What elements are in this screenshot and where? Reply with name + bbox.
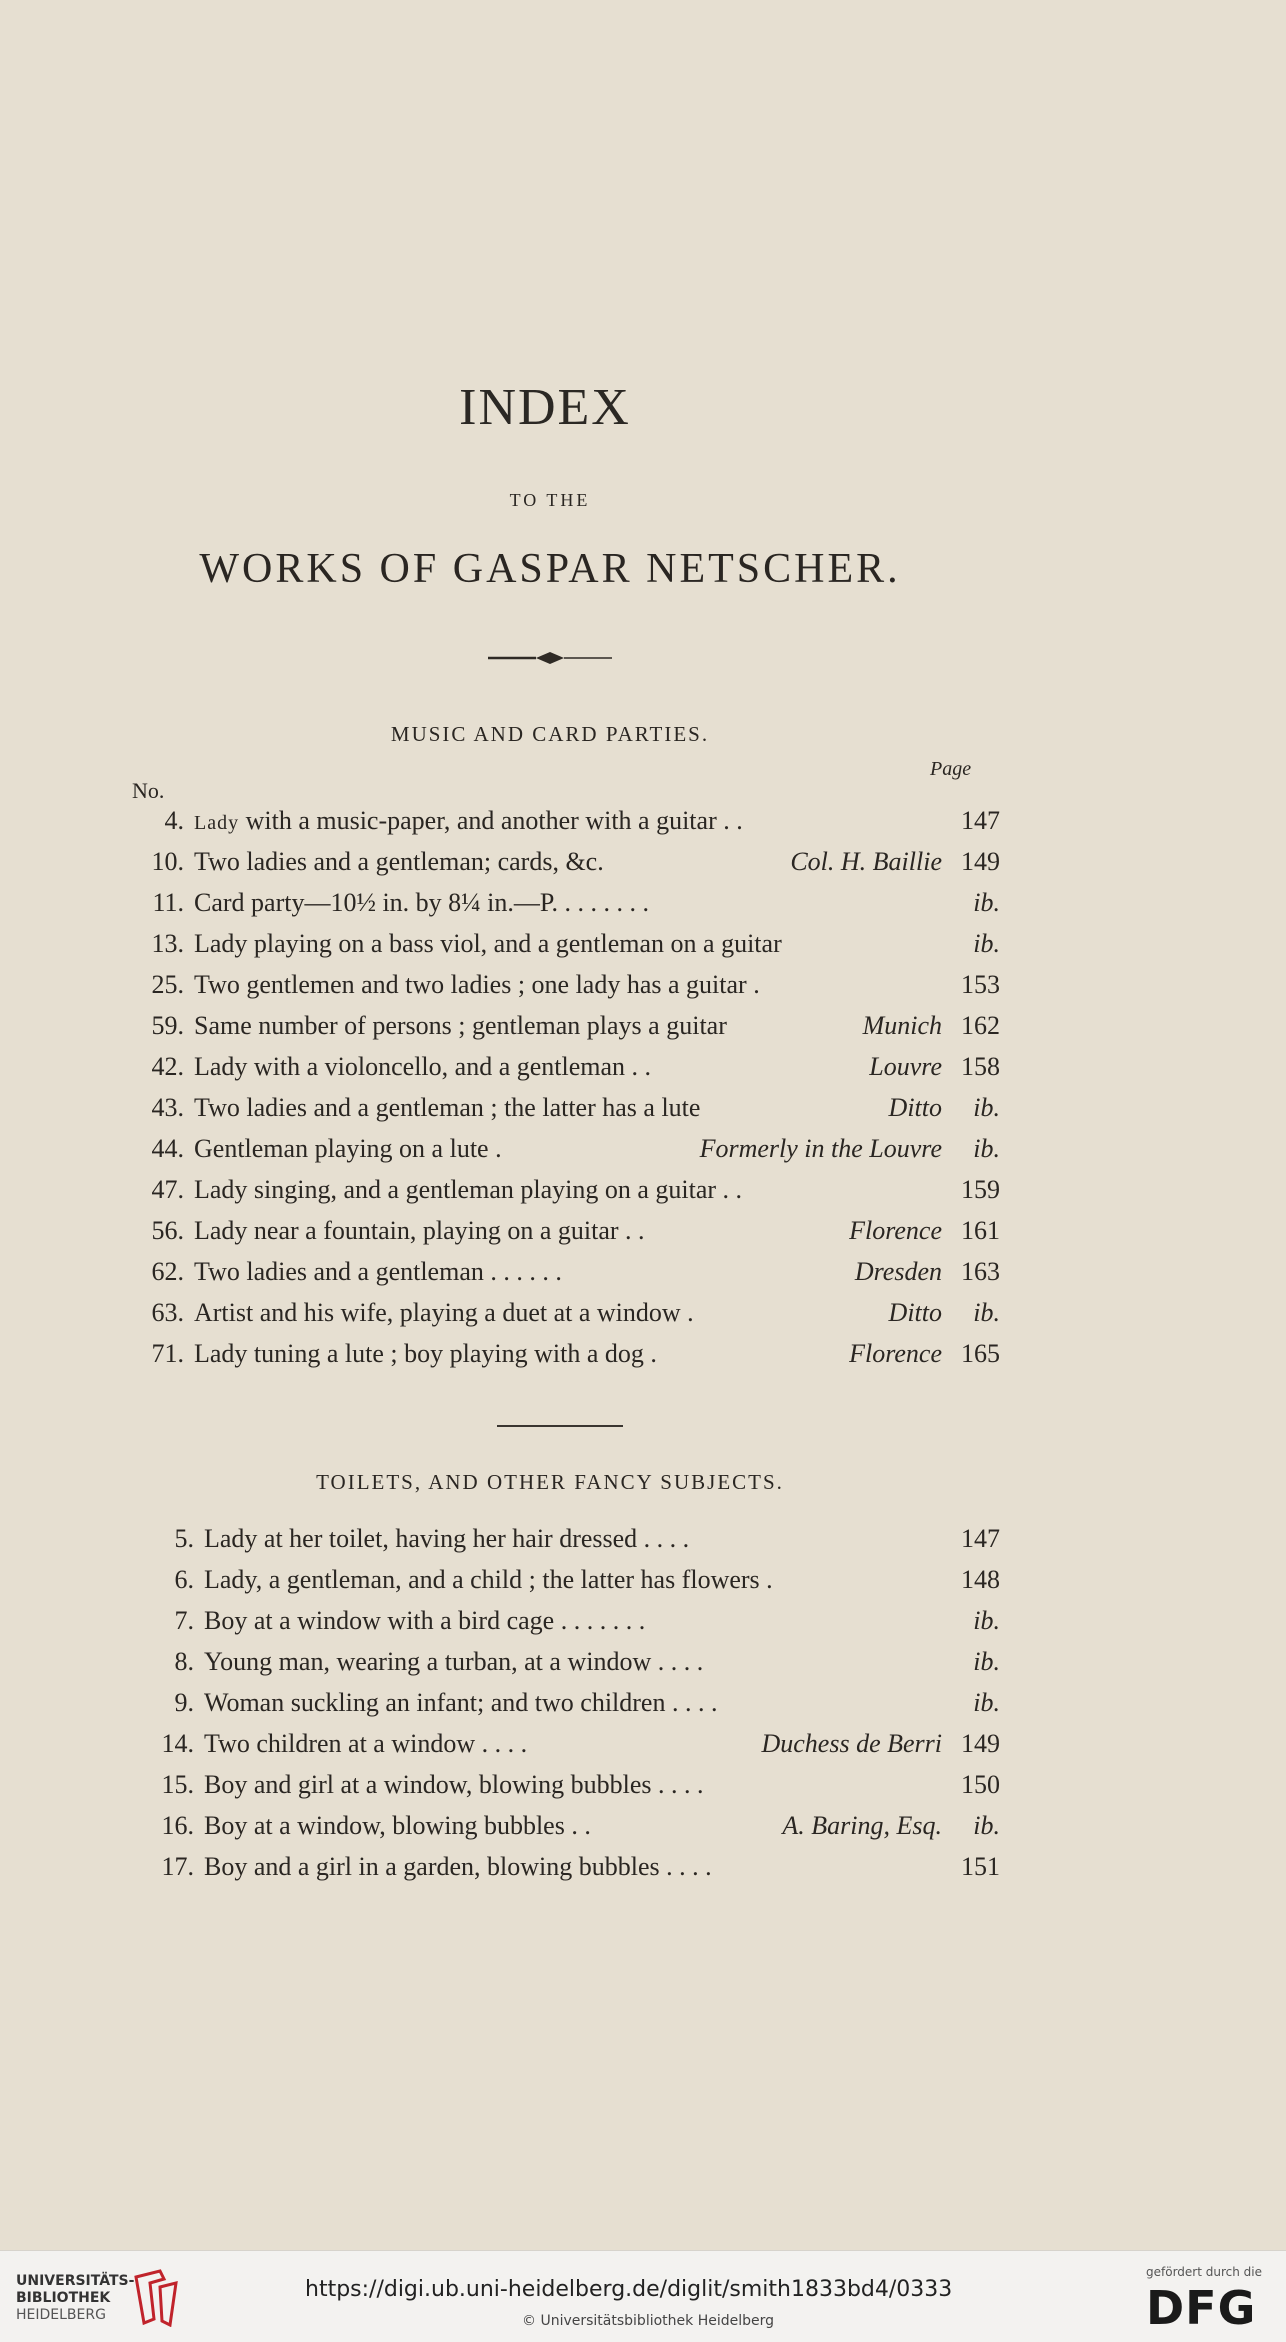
entry-number: 6. [174,1565,194,1594]
entry-small-caps: Lady [194,812,240,834]
entry-number: 63. [151,1298,184,1327]
entry-description: Two ladies and a gentleman . . . . . . [194,1257,562,1286]
entry-description: Woman suckling an infant; and two children . . . . [204,1688,718,1717]
entry-number: 14. [161,1729,194,1758]
index-entry [142,1600,1000,1641]
entry-page-number: 158 [961,1052,1000,1081]
entry-description: Lady, a gentleman, and a child ; the latter has flowers . [204,1565,773,1594]
entry-page-number: ib. [973,1606,1000,1635]
entry-number: 62. [151,1257,184,1286]
section-heading-music: MUSIC AND CARD PARTIES. [390,722,710,746]
entry-number: 59. [151,1011,184,1040]
entry-page-number: 163 [961,1257,1000,1286]
toilet-entries-list [142,1518,1000,1887]
entry-description: Lady at her toilet, having her hair dressed . . . . [204,1524,690,1553]
entry-location: Dresden [854,1257,942,1286]
entry-number: 11. [152,888,184,917]
entry-number: 8. [174,1647,194,1676]
ornament-divider [488,648,612,668]
index-entry [142,1723,1000,1764]
page-title: INDEX [459,379,631,436]
entry-location: Ditto [888,1298,942,1327]
entry-location: Col. H. Baillie [790,847,942,876]
index-entry [132,800,1000,841]
entry-page-number: 161 [961,1216,1000,1245]
entry-number: 42. [151,1052,184,1081]
entry-page-number: ib. [973,929,1000,958]
entry-description: Boy and girl at a window, blowing bubbles . . . . [204,1770,704,1799]
entry-number: 5. [174,1524,194,1553]
section-divider [497,1425,623,1427]
document-url-link[interactable]: https://digi.ub.uni-heidelberg.de/diglit/smith1833bd4/0333 [305,2277,953,2302]
index-entry [132,1169,1000,1210]
entry-number: 47. [151,1175,184,1204]
entry-number: 17. [161,1852,194,1881]
copyright-notice: © Universitätsbibliothek Heidelberg [522,2313,775,2329]
index-entry [142,1518,1000,1559]
entry-page-number: 148 [961,1565,1000,1594]
entry-page-number: 149 [961,847,1000,876]
entry-number: 4. [164,806,184,835]
entry-number: 71. [151,1339,184,1368]
entry-description: Boy at a window with a bird cage . . . . . . . [204,1606,646,1635]
index-entry [142,1641,1000,1682]
entry-number: 13. [151,929,184,958]
entry-location: Munich [862,1011,942,1040]
index-entry [132,882,1000,923]
entry-location: Florence [849,1339,942,1368]
entry-page-number: 153 [961,970,1000,999]
entry-description: Two ladies and a gentleman ; the latter has a lute [194,1093,701,1122]
entry-number: 10. [151,847,184,876]
entry-description: Same number of persons ; gentleman plays a guitar [194,1011,727,1040]
index-entry [132,1087,1000,1128]
entry-page-number: ib. [973,1093,1000,1122]
entry-description: Young man, wearing a turban, at a window . . . . [204,1647,704,1676]
university-emblem-icon [130,2269,182,2327]
entry-location: Louvre [869,1052,942,1081]
entry-number: 43. [151,1093,184,1122]
entry-description: Two children at a window . . . . [204,1729,528,1758]
logo-line-3: HEIDELBERG [16,2307,106,2323]
entry-page-number: ib. [973,1134,1000,1163]
entry-page-number: ib. [973,888,1000,917]
entry-number: 16. [161,1811,194,1840]
entry-page-number: 149 [961,1729,1000,1758]
university-library-logo[interactable] [16,2273,134,2324]
entry-page-number: ib. [973,1688,1000,1717]
index-entry [132,1005,1000,1046]
entry-location: A. Baring, Esq. [782,1811,942,1840]
entry-description: Lady playing on a bass viol, and a gentleman on a guitar [194,929,782,958]
entry-description: Lady singing, and a gentleman playing on a guitar . . [194,1175,743,1204]
entry-location: Duchess de Berri [761,1729,942,1758]
entry-page-number: 151 [961,1852,1000,1881]
page-column-label: Page [930,758,972,780]
entry-location: Ditto [888,1093,942,1122]
index-entry [132,1251,1000,1292]
entry-description: Boy at a window, blowing bubbles . . [204,1811,591,1840]
section-heading-toilets: TOILETS, AND OTHER FANCY SUBJECTS. [316,1470,784,1494]
entry-description: Two ladies and a gentleman; cards, &c. [194,847,604,876]
entry-location: Florence [849,1216,942,1245]
entry-description: Lady near a fountain, playing on a guitar . . [194,1216,645,1245]
index-entry [142,1764,1000,1805]
index-entry [132,1128,1000,1169]
entry-description: Artist and his wife, playing a duet at a window . [194,1298,694,1327]
index-entry [132,1333,1000,1374]
index-entry [142,1846,1000,1887]
funding-note: gefördert durch die [1146,2265,1262,2279]
entry-number: 56. [151,1216,184,1245]
page-subtitle: WORKS OF GASPAR NETSCHER. [199,546,901,592]
entry-description: Lady with a violoncello, and a gentleman . . [194,1052,652,1081]
entry-number: 7. [174,1606,194,1635]
entry-description: Lady tuning a lute ; boy playing with a dog . [194,1339,657,1368]
entry-page-number: 147 [961,1524,1000,1553]
index-entry [132,841,1000,882]
index-entry [132,964,1000,1005]
entry-number: 9. [174,1688,194,1717]
entry-page-number: 159 [961,1175,1000,1204]
entry-description: Card party—10½ in. by 8¼ in.—P. . . . . . . . [194,888,649,917]
entry-description: Gentleman playing on a lute . [194,1134,502,1163]
entry-number: 25. [151,970,184,999]
index-entry [142,1805,1000,1846]
number-column-label: No. [132,778,165,803]
index-entry [132,1210,1000,1251]
entry-description: Boy and a girl in a garden, blowing bubbles . . . . [204,1852,712,1881]
entry-description-rest: with a music-paper, and another with a guitar . . [239,806,743,835]
dfg-logo[interactable]: DFG [1146,2281,1257,2335]
entry-page-number: ib. [973,1647,1000,1676]
music-entries-list [132,800,1000,1374]
footer-bar [0,2250,1286,2342]
entry-page-number: ib. [973,1298,1000,1327]
entry-page-number: 165 [961,1339,1000,1368]
index-entry [132,1046,1000,1087]
entry-page-number: 147 [961,806,1000,835]
index-entry [132,923,1000,964]
logo-line-2: BIBLIOTHEK [16,2290,111,2306]
logo-line-1: UNIVERSITÄTS- [16,2273,135,2289]
entry-description [194,800,743,844]
entry-number: 44. [151,1134,184,1163]
index-entry [142,1559,1000,1600]
entry-page-number: 162 [961,1011,1000,1040]
title-connector: TO THE [509,490,591,510]
entry-location: Formerly in the Louvre [699,1134,942,1163]
index-entry [142,1682,1000,1723]
entry-number: 15. [161,1770,194,1799]
entry-page-number: ib. [973,1811,1000,1840]
entry-page-number: 150 [961,1770,1000,1799]
entry-description: Two gentlemen and two ladies ; one lady has a guitar . [194,970,760,999]
index-entry [132,1292,1000,1333]
